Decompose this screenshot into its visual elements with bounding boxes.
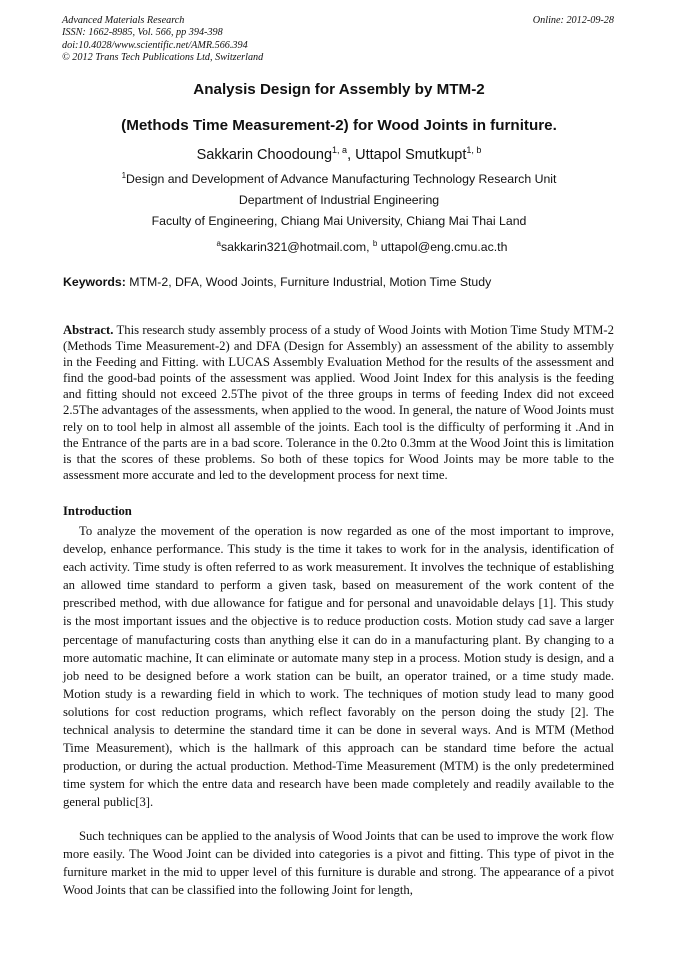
abstract: [63, 322, 614, 483]
body-paragraph: To analyze the movement of the operation is now regarded as one of the most important to improve, develop, enhance performance. This study is the time it takes to work for in the analysis, identification of each activity. Time study is often referred to as work measurement. It involves the technique of establishing an allowed time standard to perform a given task, based on measurement of the work content of the prescribed method, with due allowance for fatigue and for personal and unavoidable delays [1]. This study is the most important issues and the objective is to reduce production costs. Motion study cad save a larger percentage of manufacturing costs than anything else it can do in a manufacturing plant. By changing to a more automatic machine, It can eliminate or automate many step in a process. Motion study is design, and a job need to be designed before a work station can be built, an operator trained, or a time study made. Motion study is a rewarding field in which to work. The techniques of motion study lead to many good solutions for cost reduction programs, which reflect favorably on the person doing the study [2]. The technical analysis to determine the standard time it can be done in several ways. And is MTM (Method Time Measurement), which is the hallmark of this approach can be standard time before the actual production, or during the actual production. Method-Time Measurement (MTM) is the only predetermined time system for which the entre data and research have been made completely and readily available to the general public[3].: [63, 524, 614, 810]
author-list: [0, 145, 678, 163]
keywords-label: Keywords:: [63, 275, 126, 289]
affiliation-line: Department of Industrial Engineering: [238, 193, 440, 207]
body-paragraph: Such techniques can be applied to the analysis of Wood Joints that can be used to improve the work flow more easily. The Wood Joint can be divided into categories is a pivot and fitting. This type of pivot in the furniture market in the mid to upper level of this furniture is durable and strong. The appearance of a pivot Wood Joints that can be classified into the following Joint for length,: [63, 829, 614, 898]
section-heading: Introduction: [63, 504, 132, 518]
author-name: Uttapol Smutkupt: [355, 146, 467, 163]
copyright-line: © 2012 Trans Tech Publications Ltd, Switzerland: [62, 52, 264, 64]
email-marker: b: [372, 239, 378, 248]
abstract-text: This research study assembly process of a study of Wood Joints with Motion Time Study MTM-2 (Methods Time Measurement-2) and DFA (Design for Assembly) an assessment of the ability to assembly in the Feeding and Fitting. with LUCAS Assembly Evaluation Method for the results of the assessment and find the good-bad points of the assessment was applied. Wood Joint Index for this analysis is the feeding and fitting should not exceed 2.5The pivot of the three groups in terms of feeding Index did not exceed 2.5The advantages of the assessments, when applied to the wood. In general, the nature of Wood Joints must rely on to tool help in almost all assemble of the joints. Each tool is the difficulty of performing it .And in the Entrance of the parts are in a bad score. Tolerance in the 0.2to 0.3mm at the Wood Joint this is limitation is that the scores of these problems. So both of these topics for Wood Joints may be more table to the assessment more accurate and led to the development process for next time.: [63, 323, 614, 482]
affiliation-line: [0, 171, 678, 186]
author-emails: [0, 239, 678, 254]
issn-line: ISSN: 1662-8985, Vol. 566, pp 394-398: [62, 27, 223, 39]
keywords-text: MTM-2, DFA, Wood Joints, Furniture Industrial, Motion Time Study: [125, 275, 492, 289]
author-name: Sakkarin Choodoung: [196, 146, 333, 163]
email-address: uttapol@eng.cmu.ac.th: [377, 240, 508, 255]
journal-header: [62, 15, 614, 65]
doi-line: doi:10.4028/www.scientific.net/AMR.566.394: [62, 39, 248, 51]
affiliation-line: Faculty of Engineering, Chiang Mai University, Chiang Mai Thai Land: [151, 214, 527, 228]
paper-title-line-1: Analysis Design for Assembly by MTM-2: [193, 81, 485, 98]
abstract-label: Abstract.: [63, 323, 114, 337]
affiliation-marker: 1: [121, 171, 127, 180]
journal-name: Advanced Materials Research: [62, 15, 185, 26]
author-affiliation-mark: 1, b: [466, 145, 482, 155]
author-affiliation-mark: 1, a: [332, 145, 348, 155]
email-address: sakkarin321@hotmail.com,: [221, 240, 373, 255]
keywords: [63, 275, 491, 289]
affiliation-text: Design and Development of Advance Manufacturing Technology Research Unit: [126, 172, 557, 187]
email-marker: a: [216, 239, 221, 248]
author-separator: ,: [347, 146, 356, 163]
online-date: Online: 2012-09-28: [532, 15, 614, 26]
paper-title-line-2: (Methods Time Measurement-2) for Wood Joints in furniture.: [121, 117, 557, 134]
